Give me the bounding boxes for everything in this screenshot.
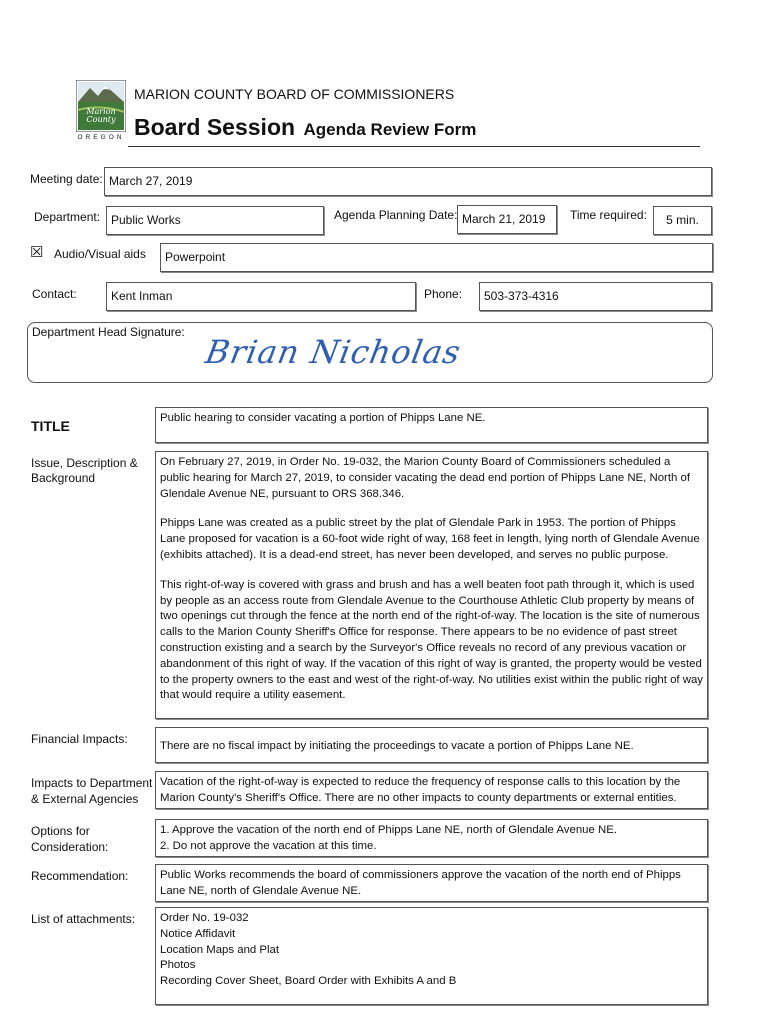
logo-mountain-icon xyxy=(76,80,126,132)
meeting-date-field[interactable]: March 27, 2019 xyxy=(104,167,712,196)
impacts-label xyxy=(31,776,152,808)
options-label-line-1: Options for xyxy=(31,824,90,838)
attachments-label: List of attachments: xyxy=(31,912,136,926)
contact-field[interactable]: Kent Inman xyxy=(106,282,416,311)
department-label: Department: xyxy=(34,210,101,224)
financial-value: There are no fiscal impact by initiating the proceedings to vacate a portion of Phipps Lane NE. xyxy=(160,740,634,752)
logo-text-2: County xyxy=(86,115,116,124)
attachment-item: Photos xyxy=(160,959,196,972)
signature-handwriting: Brian Nicholas xyxy=(202,333,465,371)
attachment-item: Location Maps and Plat xyxy=(160,943,280,956)
title-sub: Agenda Review Form xyxy=(303,120,477,139)
impacts-label-line-2: & External Agencies xyxy=(31,791,139,806)
county-logo xyxy=(76,80,126,144)
attachments-field[interactable] xyxy=(155,907,708,1005)
options-field[interactable] xyxy=(155,819,708,857)
issue-paragraph-2: Phipps Lane was created as a public street by the plat of Glendale Park in 1953. The portion of Phipps Lane proposed for vacation is a 60-foot wide right of way, 168 feet in length, lying north of Glendale Avenue (exhibits attached). It is a dead-end street, has never been developed, and serves no public purpose. xyxy=(160,517,700,561)
impacts-label-line-1: Impacts to Department xyxy=(31,776,153,790)
signature-label: Department Head Signature: xyxy=(32,325,185,339)
contact-label: Contact: xyxy=(32,287,77,301)
department-field[interactable]: Public Works xyxy=(106,206,324,235)
av-checkbox-icon[interactable]: ☒ xyxy=(30,244,44,261)
option-item-1: 1. Approve the vacation of the north end of Phipps Lane NE, north of Glendale Avenue NE. xyxy=(160,824,617,836)
option-item-2: 2. Do not approve the vacation at this time. xyxy=(160,839,377,852)
phone-field[interactable]: 503-373-4316 xyxy=(479,282,712,311)
title-field[interactable]: Public hearing to consider vacating a portion of Phipps Lane NE. xyxy=(155,407,708,443)
financial-label: Financial Impacts: xyxy=(31,732,128,746)
recommendation-field[interactable]: Public Works recommends the board of commissioners approve the vacation of the north end of Phipps Lane NE, north of Glendale Avenue NE. xyxy=(155,864,708,902)
attachment-item: Notice Affidavit xyxy=(160,927,236,940)
options-label-line-2: Consideration: xyxy=(31,839,109,854)
title-main: Board Session xyxy=(134,114,296,140)
options-label xyxy=(31,824,108,856)
issue-paragraph-1: On February 27, 2019, in Order No. 19-032, the Marion County Board of Commissioners scheduled a public hearing for March 27, 2019, to consider vacating the dead end portion of Phipps Lane NE, North of Glendale Avenue NE, pursuant to ORS 368.346. xyxy=(160,456,690,500)
org-name: MARION COUNTY BOARD OF COMMISSIONERS xyxy=(134,86,455,102)
issue-label-line-1: Issue, Description & xyxy=(31,456,138,470)
attachment-item: Recording Cover Sheet, Board Order with Exhibits A and B xyxy=(160,975,457,988)
issue-label-line-2: Background xyxy=(31,471,96,485)
av-label: Audio/Visual aids xyxy=(54,247,146,261)
av-field[interactable]: Powerpoint xyxy=(160,243,713,272)
phone-label: Phone: xyxy=(424,287,463,301)
time-required-field[interactable]: 5 min. xyxy=(653,206,712,235)
impacts-field[interactable]: Vacation of the right-of-way is expected to reduce the frequency of response calls to this location by the Marion County's Sheriff's Office. There are no other impacts to county departments or external entities. xyxy=(155,771,708,809)
planning-date-field[interactable]: March 21, 2019 xyxy=(457,205,557,234)
issue-field[interactable] xyxy=(155,451,708,719)
logo-text-1: Marion xyxy=(86,107,116,116)
header-rule xyxy=(128,146,700,147)
signature-box[interactable] xyxy=(27,322,713,383)
planning-date-label: Agenda Planning Date: xyxy=(334,208,458,222)
title-section-label: TITLE xyxy=(31,418,70,434)
meeting-date-label: Meeting date: xyxy=(30,172,103,186)
time-required-label: Time required: xyxy=(570,208,647,222)
page-title xyxy=(134,114,476,141)
logo-state: OREGON xyxy=(77,134,125,141)
issue-label xyxy=(31,456,138,486)
attachment-item: Order No. 19-032 xyxy=(160,912,249,924)
issue-paragraph-3: This right-of-way is covered with grass and brush and has a well beaten foot path through it, which is used by people as an access route from Glendale Avenue to the Courthouse Athletic Club property by means of two openings cut through the fence at the north end of the right-of-way. The location is the site of numerous calls to the Marion County Sheriff's Office for response. There appears to be no evidence of past street construction existing and a search by the Surveyor's Office reveals no record of any previous vacation or abandonment of this right of way. If the vacation of this right of way is granted, the property would be vested to the property owners to the east and west of the right-of-way. No utilities exist within the public right of way that would require a utility easement. xyxy=(160,578,704,702)
recommendation-label: Recommendation: xyxy=(31,869,129,883)
financial-field[interactable] xyxy=(155,727,708,763)
